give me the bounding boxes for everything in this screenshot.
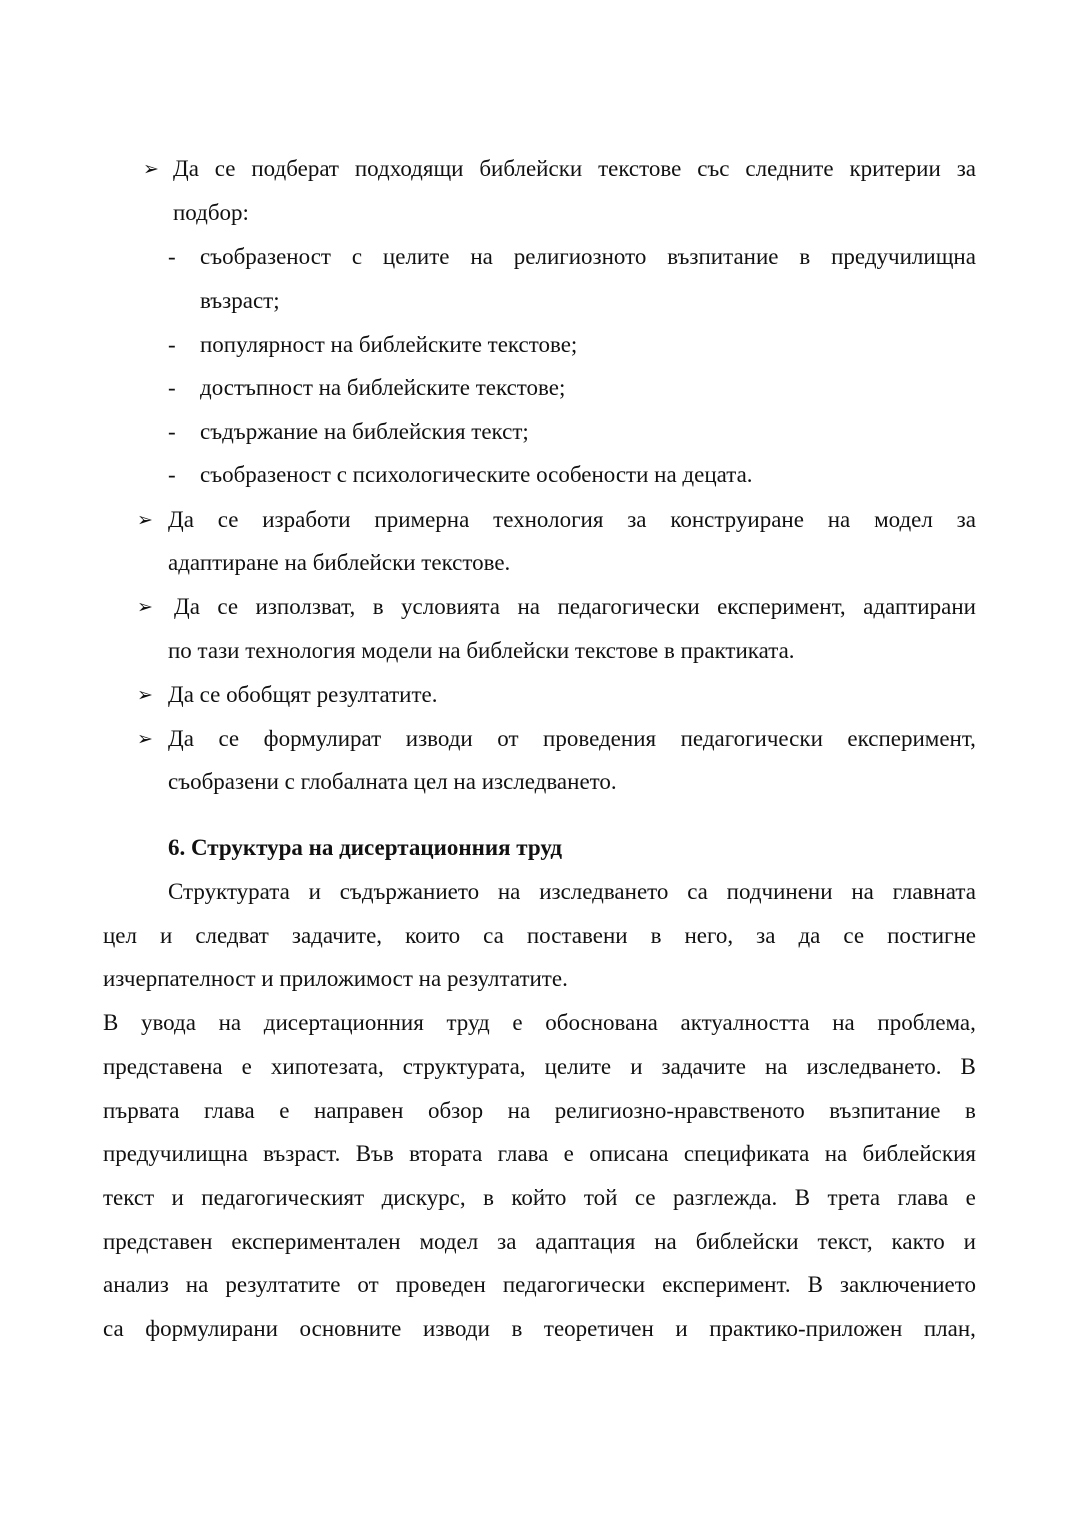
word: първата (103, 1098, 180, 1123)
word: се (218, 726, 240, 751)
word: подходящи (354, 156, 464, 181)
word: условията (401, 594, 500, 619)
word: религиозното (513, 244, 647, 269)
word: за (627, 507, 647, 532)
word: педагогически (680, 726, 823, 751)
word: в (650, 923, 662, 948)
objective-1-line-1 (173, 154, 976, 184)
word: Да (174, 594, 200, 619)
word: се (217, 594, 239, 619)
criterion-4: съдържание на библейския текст; (200, 419, 529, 444)
criterion-5: съобразеност с психологическите особености на децата. (200, 462, 753, 487)
word: съобразеност (200, 244, 331, 269)
word: е (563, 1141, 574, 1166)
word: изработи (262, 507, 351, 532)
word: библейски (479, 156, 583, 181)
word: за (956, 507, 976, 532)
word: са (103, 1316, 124, 1341)
paragraph-2-line-2 (103, 1052, 976, 1082)
word: педагогически (502, 1272, 646, 1297)
word: и (675, 1316, 688, 1341)
word: обзор (427, 1098, 484, 1123)
word: в (511, 1316, 523, 1341)
criterion-1-line-1 (200, 242, 976, 272)
word: се (217, 507, 239, 532)
word: примерна (374, 507, 470, 532)
word: от (357, 1272, 379, 1297)
word: проведен (395, 1272, 486, 1297)
word: на (832, 1010, 855, 1035)
word: цел (103, 923, 137, 948)
word: са (483, 923, 504, 948)
word: резултатите (225, 1272, 341, 1297)
word: практико-приложен (709, 1316, 903, 1341)
paragraph-2-line-4 (103, 1139, 976, 1169)
word: него, (684, 923, 734, 948)
dash-bullet: - (168, 332, 176, 357)
word: дискурс, (381, 1185, 466, 1210)
word: трета (827, 1185, 881, 1210)
word: и (171, 1185, 184, 1210)
word: на (827, 507, 851, 532)
paragraph-2-line-8 (103, 1314, 976, 1344)
arrow-bullet-icon: ➢ (137, 509, 153, 531)
word: се (843, 923, 865, 948)
section-heading: 6. Структура на дисертационния труд (168, 835, 563, 860)
word: са (687, 879, 708, 904)
word: увода (140, 1010, 196, 1035)
word: целите (544, 1054, 612, 1079)
word: със (697, 156, 730, 181)
word: хипотезата, (270, 1054, 384, 1079)
word: заключението (839, 1272, 976, 1297)
word: следват (195, 923, 269, 948)
word: за (956, 156, 976, 181)
word: изследването (539, 879, 669, 904)
word: втората (409, 1141, 483, 1166)
word: структурата, (402, 1054, 526, 1079)
paragraph-1-line-1 (168, 877, 976, 907)
word: и (160, 923, 173, 948)
word: за (497, 1229, 517, 1254)
word: е (965, 1185, 976, 1210)
word: глава (203, 1098, 255, 1123)
word: педагогическият (201, 1185, 365, 1210)
word: той (583, 1185, 618, 1210)
word: проведения (543, 726, 657, 751)
word: на (185, 1272, 209, 1297)
dash-bullet: - (168, 419, 176, 444)
word: критерии (849, 156, 941, 181)
objective-4: Да се обобщят резултатите. (168, 682, 438, 707)
word: на (764, 1054, 788, 1079)
word: експеримент, (717, 594, 846, 619)
word: от (497, 726, 519, 751)
word: В (794, 1185, 811, 1210)
word: да (798, 923, 821, 948)
arrow-bullet-icon: ➢ (137, 684, 153, 706)
word: изводи (422, 1316, 490, 1341)
word: възпитание (829, 1098, 941, 1123)
word: който (511, 1185, 567, 1210)
word: на (497, 879, 521, 904)
word: задачите, (291, 923, 383, 948)
word: В (103, 1010, 119, 1035)
word: В (807, 1272, 823, 1297)
objective-2-line-1 (168, 505, 976, 535)
word: библейски (695, 1229, 799, 1254)
word: разглежда. (672, 1185, 778, 1210)
word: на (218, 1010, 242, 1035)
criterion-2: популярност на библейските текстове; (200, 332, 578, 357)
objective-2-line-2: адаптиране на библейски текстове. (168, 550, 511, 575)
word: текст (103, 1185, 155, 1210)
word: описана (589, 1141, 669, 1166)
word: представена (103, 1054, 223, 1079)
word: Да (168, 726, 194, 751)
word: в (799, 244, 811, 269)
word: модел (874, 507, 933, 532)
word: и (963, 1229, 976, 1254)
paragraph-1-line-3: изчерпателност и приложимост на резултатите. (103, 966, 568, 991)
word: е (241, 1054, 252, 1079)
word: на (470, 244, 493, 269)
objective-5-line-1 (168, 724, 976, 754)
word: и (630, 1054, 643, 1079)
word: както (891, 1229, 945, 1254)
word: религиозно-нравственото (554, 1098, 805, 1123)
word: на (517, 594, 540, 619)
word: поставени (526, 923, 628, 948)
word: модел (419, 1229, 479, 1254)
word: постигне (887, 923, 976, 948)
word: направен (313, 1098, 404, 1123)
word: Да (173, 156, 199, 181)
paragraph-1-line-2 (103, 921, 976, 951)
word: се (634, 1185, 656, 1210)
word: за (756, 923, 776, 948)
word: експериментален (231, 1229, 401, 1254)
word: експеримент, (847, 726, 976, 751)
paragraph-2-line-1 (103, 1008, 976, 1038)
paragraph-2-line-5 (103, 1183, 976, 1213)
word: на (851, 879, 874, 904)
word: Структурата (168, 879, 290, 904)
objective-1-line-2: подбор: (173, 200, 249, 225)
word: изследването. (806, 1054, 942, 1079)
word: адаптирани (863, 594, 976, 619)
word: проблема, (877, 1010, 976, 1035)
word: теоретичен (543, 1316, 654, 1341)
word: в (483, 1185, 494, 1210)
word: актуалността (680, 1010, 810, 1035)
arrow-bullet-icon: ➢ (143, 158, 159, 180)
word: анализ (103, 1272, 169, 1297)
arrow-bullet-icon: ➢ (137, 596, 153, 618)
word: на (824, 1141, 848, 1166)
word: подберат (251, 156, 339, 181)
word: адаптация (535, 1229, 636, 1254)
word: целите (382, 244, 450, 269)
word: дисертационния (263, 1010, 424, 1035)
word: формулирани (145, 1316, 278, 1341)
word: предучилищна (103, 1141, 248, 1166)
dash-bullet: - (168, 462, 176, 487)
arrow-bullet-icon: ➢ (137, 728, 153, 750)
word: изводи (405, 726, 473, 751)
word: на (507, 1098, 531, 1123)
word: с (351, 244, 363, 269)
word: предучилищна (831, 244, 976, 269)
word: използват, (255, 594, 356, 619)
word: основните (299, 1316, 402, 1341)
dash-bullet: - (168, 375, 176, 400)
dash-bullet: - (168, 244, 176, 269)
word: В (960, 1054, 976, 1079)
word: съдържанието (339, 879, 480, 904)
word: план, (923, 1316, 976, 1341)
word: на (654, 1229, 677, 1254)
word: глава (497, 1141, 549, 1166)
word: текст, (817, 1229, 873, 1254)
objective-5-line-2: съобразени с глобалната цел на изследването. (168, 769, 617, 794)
word: спецификата (683, 1141, 810, 1166)
word: библейския (862, 1141, 976, 1166)
word: формулират (263, 726, 382, 751)
paragraph-2-line-3 (103, 1096, 976, 1126)
word: експеримент. (662, 1272, 791, 1297)
objective-3-line-2: по тази технология модели на библейски текстове в практиката. (168, 638, 795, 663)
word: задачите (661, 1054, 746, 1079)
word: обоснована (545, 1010, 658, 1035)
word: Да (168, 507, 194, 532)
word: глава (897, 1185, 949, 1210)
word: представен (103, 1229, 213, 1254)
word: възпитание (667, 244, 779, 269)
word: в (372, 594, 384, 619)
objective-3-line-1 (174, 592, 976, 622)
word: и (308, 879, 321, 904)
word: педагогически (557, 594, 700, 619)
word: конструиране (670, 507, 804, 532)
word: Във (355, 1141, 394, 1166)
word: е (279, 1098, 290, 1123)
word: се (214, 156, 236, 181)
word: технология (493, 507, 604, 532)
word: труд (446, 1010, 490, 1035)
word: възраст. (263, 1141, 341, 1166)
word: текстове (598, 156, 682, 181)
paragraph-2-line-7 (103, 1270, 976, 1300)
paragraph-2-line-6 (103, 1227, 976, 1257)
word: които (405, 923, 461, 948)
word: следните (745, 156, 834, 181)
word: в (965, 1098, 976, 1123)
word: подчинени (726, 879, 833, 904)
word: е (512, 1010, 523, 1035)
word: главната (892, 879, 976, 904)
criterion-1-line-2: възраст; (200, 288, 280, 313)
criterion-3: достъпност на библейските текстове; (200, 375, 566, 400)
